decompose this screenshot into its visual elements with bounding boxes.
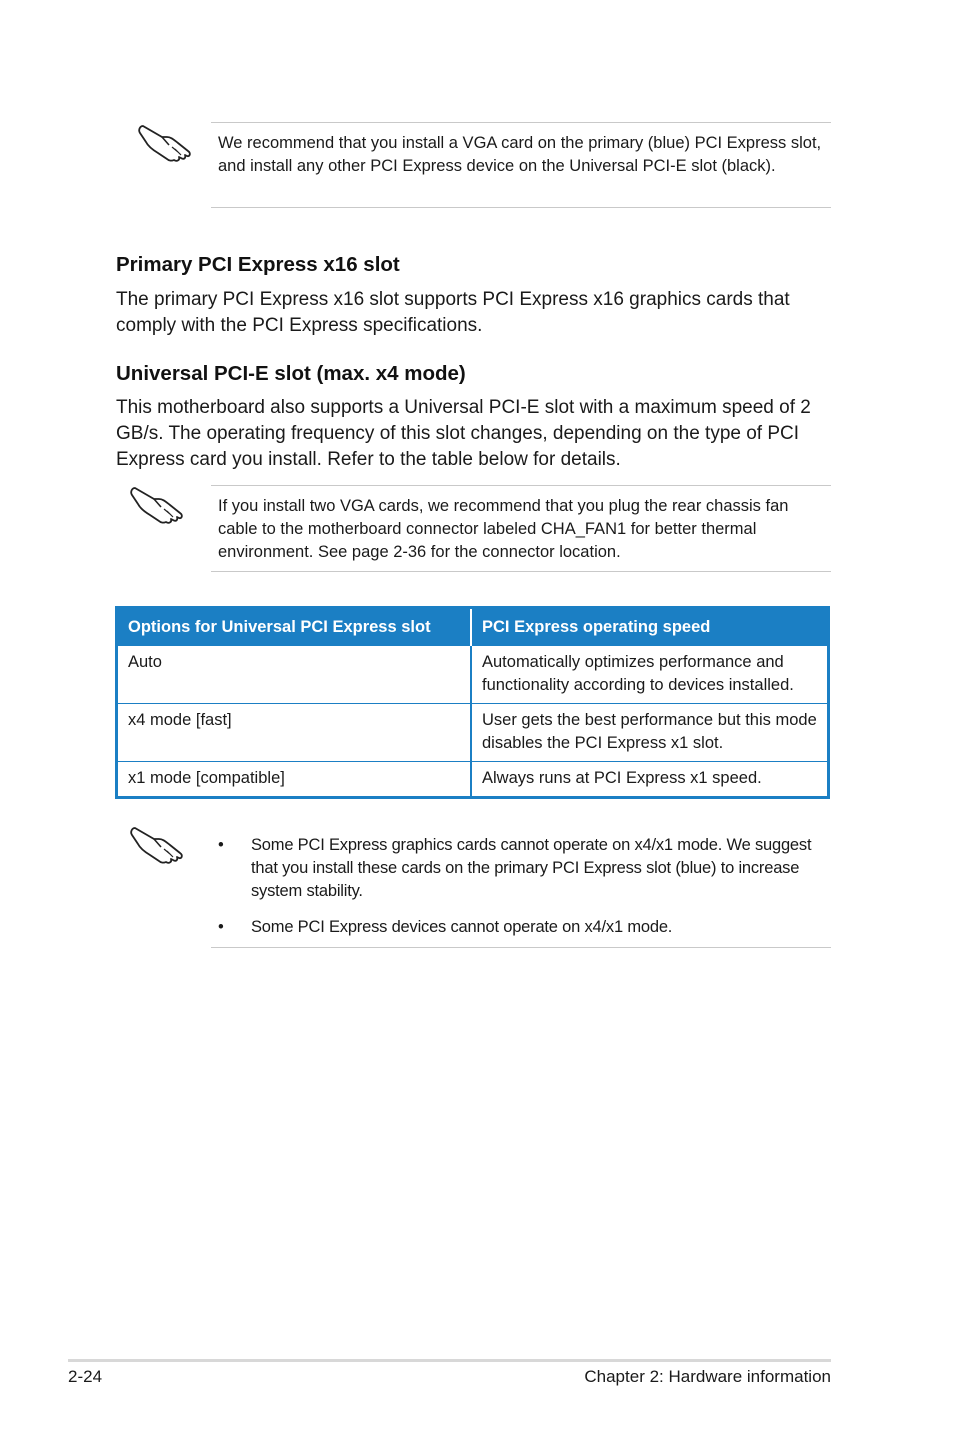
note-box	[211, 122, 831, 208]
table-row	[117, 762, 829, 798]
table-cell: User gets the best performance but this mode disables the PCI Express x1 slot.	[471, 704, 829, 762]
list-item	[211, 834, 831, 903]
table-cell: x4 mode [fast]	[117, 704, 472, 762]
table-header: PCI Express operating speed	[471, 608, 829, 646]
list-item-text: Some PCI Express graphics cards cannot operate on x4/x1 mode. We suggest that you install these cards on the primary PCI Express slot (blue) to increase system stability.	[251, 836, 812, 900]
table-cell: Auto	[117, 646, 472, 704]
table-row	[117, 704, 829, 762]
hand-note-icon	[128, 820, 188, 866]
table-header-row	[117, 608, 829, 646]
note-box	[211, 822, 831, 948]
pci-speed-table	[115, 606, 830, 799]
page-number: 2-24	[68, 1367, 103, 1386]
footer-divider	[68, 1359, 831, 1362]
chapter-title: Chapter 2: Hardware information	[584, 1367, 831, 1386]
table-cell: x1 mode [compatible]	[117, 762, 472, 798]
table-cell: Automatically optimizes performance and functionality according to devices installed.	[471, 646, 829, 704]
note-box	[211, 485, 831, 572]
section-body: This motherboard also supports a Universal PCI-E slot with a maximum speed of 2 GB/s. The operating frequency of this slot changes, depending on the type of PCI Express card you install. Refer to the table below for details.	[116, 397, 811, 470]
list-item	[211, 916, 831, 939]
table-row	[117, 646, 829, 704]
note-text: We recommend that you install a VGA card on the primary (blue) PCI Express slot, and install any other PCI Express device on the Universal PCI-E slot (black).	[218, 134, 822, 175]
section-body: The primary PCI Express x16 slot supports PCI Express x16 graphics cards that comply with the PCI Express specifications.	[116, 289, 790, 336]
list-item-text: Some PCI Express devices cannot operate on x4/x1 mode.	[251, 918, 673, 936]
section-heading: Universal PCI-E slot (max. x4 mode)	[116, 362, 466, 385]
note-bullet-list	[211, 822, 831, 939]
note-text: If you install two VGA cards, we recommend that you plug the rear chassis fan cable to the motherboard connector labeled CHA_FAN1 for better thermal environment. See page 2-36 for the connector location.	[218, 497, 789, 561]
section-heading: Primary PCI Express x16 slot	[116, 253, 400, 276]
bullet-glyph: •	[218, 918, 224, 936]
hand-note-icon	[136, 118, 196, 164]
table-header: Options for Universal PCI Express slot	[117, 608, 472, 646]
hand-note-icon	[128, 480, 188, 526]
bullet-glyph: •	[218, 836, 224, 854]
table-cell: Always runs at PCI Express x1 speed.	[471, 762, 829, 798]
